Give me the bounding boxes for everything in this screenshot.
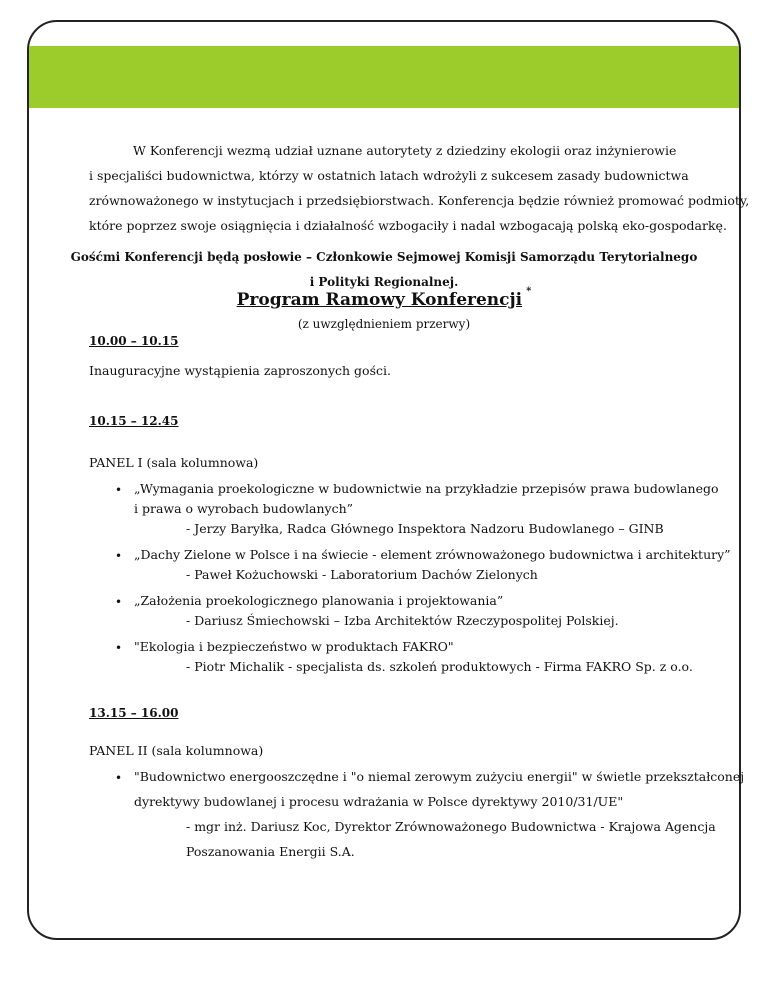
panel-2-item-1-speaker-line-2: Poszanowania Energii S.A. <box>186 844 355 859</box>
session-1-time: 10.00 – 10.15 <box>89 334 179 348</box>
session-3-time: 13.15 – 16.00 <box>89 706 179 720</box>
bullet-icon: • <box>115 549 123 563</box>
header-green-band <box>29 46 739 108</box>
panel-1-label: PANEL I (sala kolumnowa) <box>89 455 259 470</box>
panel-1-item-3-title: „Założenia proekologicznego planowania i projektowania” <box>134 593 504 608</box>
panel-2-item-1-title-line-2: dyrektywy budowlanej i procesu wdrażania w Polsce dyrektywy 2010/31/UE" <box>134 794 624 809</box>
bullet-icon: • <box>115 641 123 655</box>
program-asterisk: * <box>526 286 532 297</box>
panel-2-item-1-speaker-line-1: - mgr inż. Dariusz Koc, Dyrektor Zrównoważonego Budownictwa - Krajowa Agencja <box>186 819 716 834</box>
program-heading <box>0 286 768 310</box>
guests-line-1: Gośćmi Konferencji będą posłowie – Członkowie Sejmowej Komisji Samorządu Terytorialnego <box>70 250 698 264</box>
intro-line-4: które poprzez swoje osiągnięcia i działalność wzbogaciły i nadal wzbogacają polską eko-gospodarkę. <box>89 218 727 233</box>
guests-line-2: i Polityki Regionalnej. <box>309 275 459 289</box>
panel-2-label: PANEL II (sala kolumnowa) <box>89 743 264 758</box>
intro-line-1: W Konferencji wezmą udział uznane autorytety z dziedziny ekologii oraz inżynierowie <box>133 143 677 158</box>
panel-2-item-1-title-line-1: "Budownictwo energooszczędne i "o niemal zerowym zużyciu energii" w świetle przekształconej <box>134 769 745 784</box>
bullet-icon: • <box>115 595 123 609</box>
bullet-icon: • <box>115 771 123 785</box>
panel-1-item-1-title-line-1: „Wymagania proekologiczne w budownictwie na przykładzie przepisów prawa budowlanego <box>134 481 719 496</box>
panel-1-item-1-title-line-2: i prawa o wyrobach budowlanych” <box>134 501 354 516</box>
panel-1-item-2-speaker: - Paweł Kożuchowski - Laboratorium Dachów Zielonych <box>186 567 538 582</box>
session-2-time: 10.15 – 12.45 <box>89 414 179 428</box>
panel-1-item-4-speaker: - Piotr Michalik - specjalista ds. szkoleń produktowych - Firma FAKRO Sp. z o.o. <box>186 659 693 674</box>
intro-line-2: i specjaliści budownictwa, którzy w ostatnich latach wdrożyli z sukcesem zasady budownictwa <box>89 168 689 183</box>
panel-1-item-4-title: "Ekologia i bezpieczeństwo w produktach FAKRO" <box>134 639 454 654</box>
session-1-text: Inauguracyjne wystąpienia zaproszonych gości. <box>89 363 391 378</box>
panel-1-item-1-speaker: - Jerzy Baryłka, Radca Głównego Inspektora Nadzoru Budowlanego – GINB <box>186 521 664 536</box>
intro-line-3: zrównoważonego w instytucjach i przedsiębiorstwach. Konferencja będzie również promować podmioty, <box>89 193 750 208</box>
bullet-icon: • <box>115 483 123 497</box>
panel-1-item-2-title: „Dachy Zielone w Polsce i na świecie - element zrównoważonego budownictwa i architektury” <box>134 547 731 562</box>
panel-1-item-3-speaker: - Dariusz Śmiechowski – Izba Architektów Rzeczypospolitej Polskiej. <box>186 613 619 628</box>
program-note: (z uwzględnieniem przerwy) <box>297 317 471 331</box>
program-title: Program Ramowy Konferencji <box>236 290 523 310</box>
